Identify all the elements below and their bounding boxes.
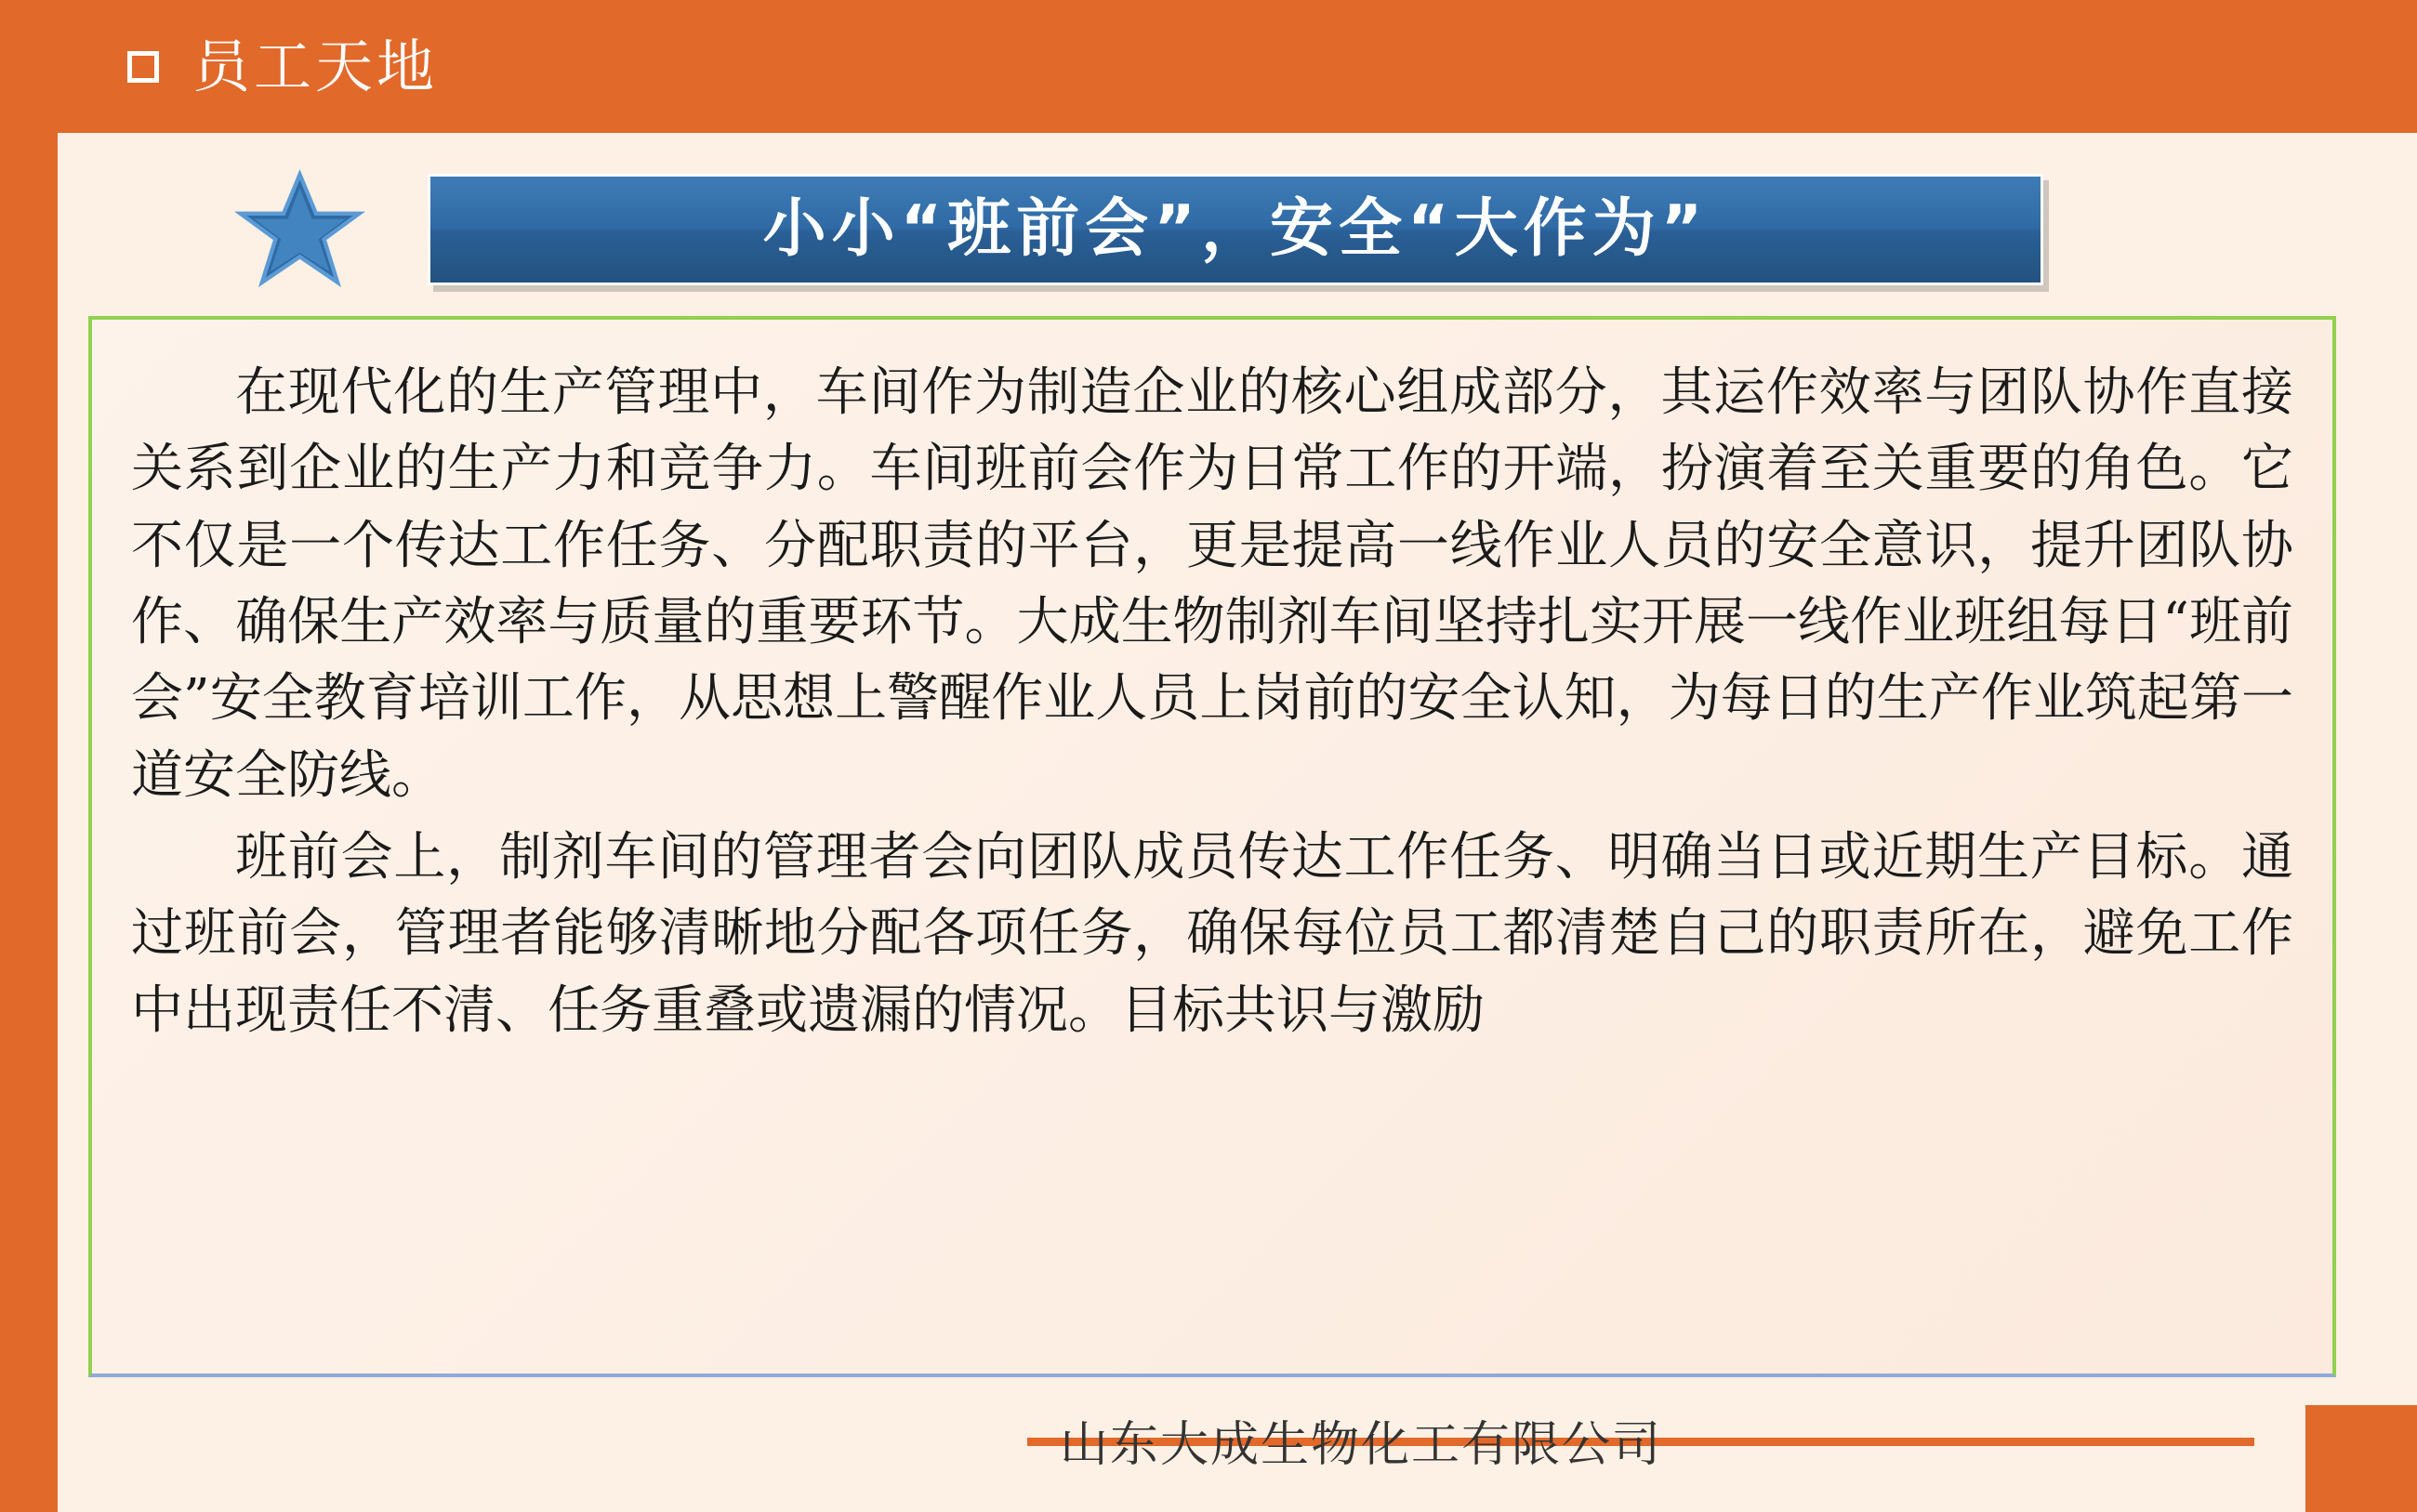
article-body [88, 316, 2336, 1377]
article-paragraph-2: 班前会上，制剂车间的管理者会向团队成员传达工作任务、明确当日或近期生产目标。通过班前会，管理者能够清晰地分配各项任务，确保每位员工都清楚自己的职责所在，避免工作中出现责任不清、任务重叠或遗漏的情况。目标共识与激励 [131, 826, 2293, 1041]
article-paragraph-1: 在现代化的生产管理中，车间作为制造企业的核心组成部分，其运作效率与团队协作直接关系到企业的生产力和竞争力。车间班前会作为日常工作的开端，扮演着至关重要的角色。它不仅是一个传达工作任务、分配职责的平台，更是提高一线作业人员的安全意识，提升团队协作、确保生产效率与质量的重要环节。大成生物制剂车间坚持扎实开展一线作业班组每日“班前会”安全教育培训工作，从思想上警醒作业人员上岗前的安全认知，为每日的生产作业筑起第一道安全防线。 [131, 362, 2293, 806]
square-outline-icon [127, 51, 159, 83]
header-bar [0, 0, 2417, 133]
footer-accent-block [2305, 1405, 2417, 1512]
footer-company-name: 山东大成生物化工有限公司 [1060, 1417, 1663, 1473]
six-point-star-icon [232, 169, 367, 304]
header-content [58, 0, 2417, 133]
page-title: 员工天地 [192, 32, 439, 100]
banner-title-box [428, 174, 2043, 285]
banner-title-text: 小小“班前会”，安全“大作为” [762, 192, 1709, 266]
left-accent-bar [0, 0, 58, 1512]
